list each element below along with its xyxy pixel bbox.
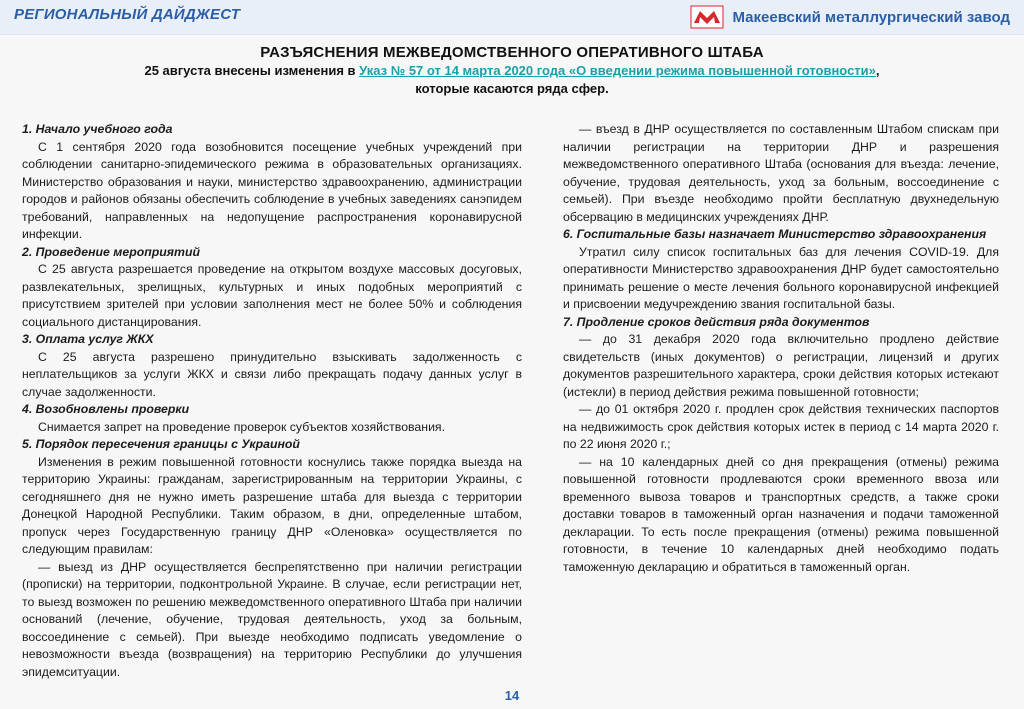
body-paragraph: Снимается запрет на проведение проверок субъектов хозяйствования. [38, 419, 446, 434]
body-paragraph: — въезд в ДНР осуществляется по составленным Штабом спискам при наличии регистрации на территории ДНР и разрешения межведомственного оперативного Штаба (основания для въезда: лечение, обучение, трудовая деятельность, уход за больным, воссоединение с семьей). При въезде необходимо пройти бесплатную двухнедельную обсервацию в медицинских учреждениях ДНР. [563, 122, 999, 224]
body-paragraph: — до 01 октября 2020 г. продлен срок действия технических паспортов на недвижимость срок действия которых истек в период с 14 марта 2020 г. по 22 июня 2020 г.; [563, 402, 999, 451]
body-paragraph: Изменения в режим повышенной готовности коснулись также порядка выезда на территорию Украины: гражданам, зарегистрированным на территории Украины, с сегодняшнего дня не нужно иметь разрешение штаба для выезда с территории Донецкой Народной Республики. Таким образом, в дни, определенные штабом, пропуск через Государственную границу ДНР «Оленовка» осуществляется по следующим правилам: [22, 454, 522, 556]
page-header [0, 0, 1024, 35]
company-brand [690, 5, 1010, 29]
company-name: Макеевский металлургический завод [732, 8, 1010, 26]
body-paragraph: С 25 августа разрешается проведение на открытом воздухе массовых досуговых, развлекательных, зрелищных, культурных и иных подобных мероприятий с присутствием зрителей при условии заполнения мест не более 50% и соблюдения социального дистанцирования. [22, 262, 522, 329]
body-paragraph: Утратил силу список госпитальных баз для лечения COVID-19. Для оперативности Министерство здравоохранения ДНР будет самостоятельно принимать решение о месте лечения больного коронавирусной инфекцией и присвоении медучреждению звания госпитальной базы. [563, 244, 999, 311]
subtitle-suffix: , [875, 63, 880, 78]
section-heading: 5. Порядок пересечения границы с Украиной [22, 437, 300, 451]
section-heading: 4. Возобновлены проверки [22, 402, 190, 416]
body-paragraph: — до 31 декабря 2020 года включительно продлено действие свидетельств (иных документов) о регистрации, лицензий и других документов разрешительного характера, сроки действия которых истекают (истекли) в период действия режима повышенной готовности; [563, 332, 999, 399]
section-heading: 7. Продление сроков действия ряда документов [563, 314, 870, 329]
subtitle-prefix: 25 августа внесены изменения в [144, 63, 360, 78]
body-paragraph: — на 10 календарных дней со дня прекращения (отмены) режима повышенной готовности продлеваются сроки временного ввоза или временного вывоза товаров и транспортных средств, а также сроки доставки товаров в таможенный орган назначения и подачи таможенной декларации. То есть после прекращения (отмены) режима повышенной готовности, в течение 10 календарных дней необходимо подать таможенную декларацию и обратиться в таможенный орган. [563, 454, 999, 574]
subtitle-line2: которые касаются ряда сфер. [415, 81, 609, 96]
section-heading: 1. Начало учебного года [22, 122, 173, 136]
section-tag: РЕГИОНАЛЬНЫЙ ДАЙДЖЕСТ [14, 6, 241, 23]
body-paragraph: С 25 августа разрешено принудительно взыскивать задолженность с неплательщиков за услуги ЖКХ и связи либо прекращать подачу данных услуг в случае задолженности. [22, 349, 522, 399]
page-title: РАЗЪЯСНЕНИЯ МЕЖВЕДОМСТВЕННОГО ОПЕРАТИВНОГО ШТАБА [260, 44, 764, 61]
left-column [22, 121, 522, 681]
subtitle [0, 62, 1024, 80]
mmz-logo-icon [690, 5, 724, 29]
decree-link[interactable]: Указ № 57 от 14 марта 2020 года «О введении режима повышенной готовности» [359, 63, 876, 78]
section-heading: 6. Госпитальные базы назначает Министерство здравоохранения [563, 227, 987, 241]
body-paragraph: С 1 сентября 2020 года возобновится посещение учебных учреждений при соблюдении санитарно-эпидемического режима в образовательных организациях. Министерство образования и науки, министерство здравоохранению, администрации городов и районов обязаны обеспечить соблюдение в учебных заведениях санэпидем требований, направленных на недопущение распространения коронавирусной инфекции. [22, 139, 522, 241]
right-column [563, 121, 999, 576]
title-block [0, 44, 1024, 98]
section-heading: 3. Оплата услуг ЖКХ [22, 332, 154, 346]
body-paragraph: — выезд из ДНР осуществляется беспрепятственно при наличии регистрации (прописки) на территории, подконтрольной Украине. В случае, если регистрации нет, то выезд возможен по решению межведомственного оперативного Штаба при наличии оснований (лечение, обучение, трудовая деятельность, уход за больным, воссоединение с семьей). При выезде необходимо подписать уведомление о невозможности въезда (возвращения) на территорию Республики до улучшения эпидемситуации. [22, 559, 522, 679]
page-number: 14 [504, 688, 520, 703]
section-heading: 2. Проведение мероприятий [22, 244, 200, 259]
